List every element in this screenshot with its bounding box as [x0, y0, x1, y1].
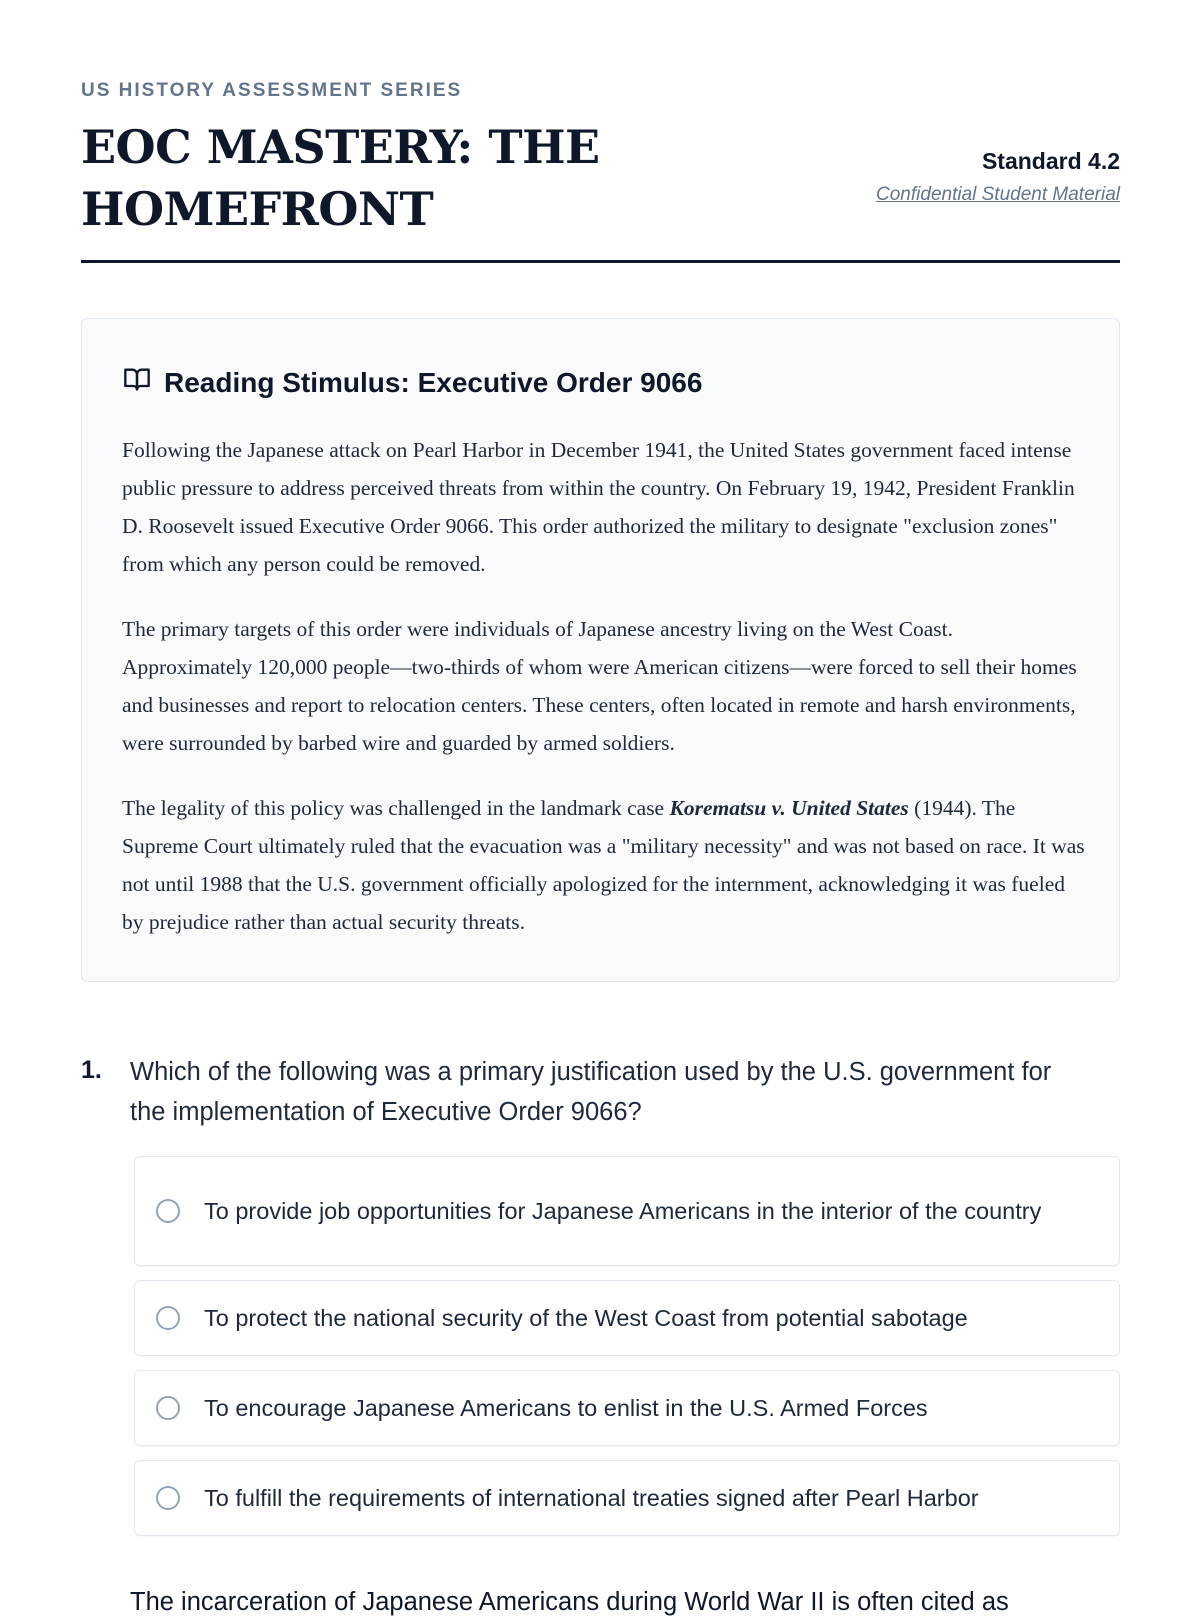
- radio-button[interactable]: [156, 1306, 180, 1330]
- book-open-icon: [122, 365, 152, 400]
- stimulus-text: [122, 431, 1087, 968]
- paragraph-text: The legality of this policy was challenged in the landmark case: [122, 796, 670, 820]
- question-number: 1.: [81, 1056, 102, 1084]
- radio-button[interactable]: [156, 1396, 180, 1420]
- case-name: Korematsu v. United States: [669, 796, 909, 820]
- answer-option-b[interactable]: [134, 1280, 1120, 1356]
- answer-option-c[interactable]: [134, 1370, 1120, 1446]
- paragraph-text: (1944). The Supreme Court ultimately ruled that the evacuation was a "military necessity" and was not based on race. It was not until 1988 that the U.S. government officially apologized for the internment, acknowledging it was fueled by prejudice rather than actual security threats.: [122, 796, 1085, 934]
- confidential-label: Confidential Student Material: [876, 184, 1120, 205]
- question-2-text: The incarceration of Japanese Americans during World War II is often cited as: [130, 1588, 1009, 1616]
- stimulus-paragraph: Following the Japanese attack on Pearl Harbor in December 1941, the United States government faced intense public pressure to address perceived threats from within the country. On February 19, 1942, President Franklin D. Roosevelt issued Executive Order 9066. This order authorized the military to designate "exclusion zones" from which any person could be removed.: [122, 438, 1075, 576]
- option-text: To protect the national security of the West Coast from potential sabotage: [204, 1304, 968, 1331]
- option-text: To fulfill the requirements of international treaties signed after Pearl Harbor: [204, 1484, 979, 1511]
- standard-label: Standard 4.2: [981, 148, 1120, 174]
- stimulus-heading: Reading Stimulus: Executive Order 9066: [164, 366, 703, 398]
- stimulus-heading-row: [122, 365, 702, 400]
- radio-button[interactable]: [156, 1199, 180, 1223]
- page-title: EOC MASTERY: THE HOMEFRONT: [81, 120, 600, 236]
- reading-stimulus-card: [81, 318, 1120, 982]
- option-text: To encourage Japanese Americans to enlist in the U.S. Armed Forces: [204, 1394, 928, 1421]
- header-meta: [860, 148, 1120, 208]
- stimulus-paragraph: [122, 789, 1087, 941]
- answer-option-d[interactable]: [134, 1460, 1120, 1536]
- question-text: Which of the following was a primary justification used by the U.S. government for the implementation of Executive Order 9066?: [130, 1058, 1052, 1126]
- series-label: US HISTORY ASSESSMENT SERIES: [81, 80, 463, 101]
- stimulus-paragraph: The primary targets of this order were individuals of Japanese ancestry living on the West Coast. Approximately 120,000 people—two-thirds of whom were American citizens—were forced to sell their homes and businesses and report to relocation centers. These centers, often located in remote and harsh environments, were surrounded by barbed wire and guarded by armed soldiers.: [122, 617, 1077, 755]
- option-text: To provide job opportunities for Japanese Americans in the interior of the country: [204, 1197, 1042, 1224]
- answer-option-a[interactable]: [134, 1156, 1120, 1266]
- radio-button[interactable]: [156, 1486, 180, 1510]
- header-divider: [81, 260, 1120, 263]
